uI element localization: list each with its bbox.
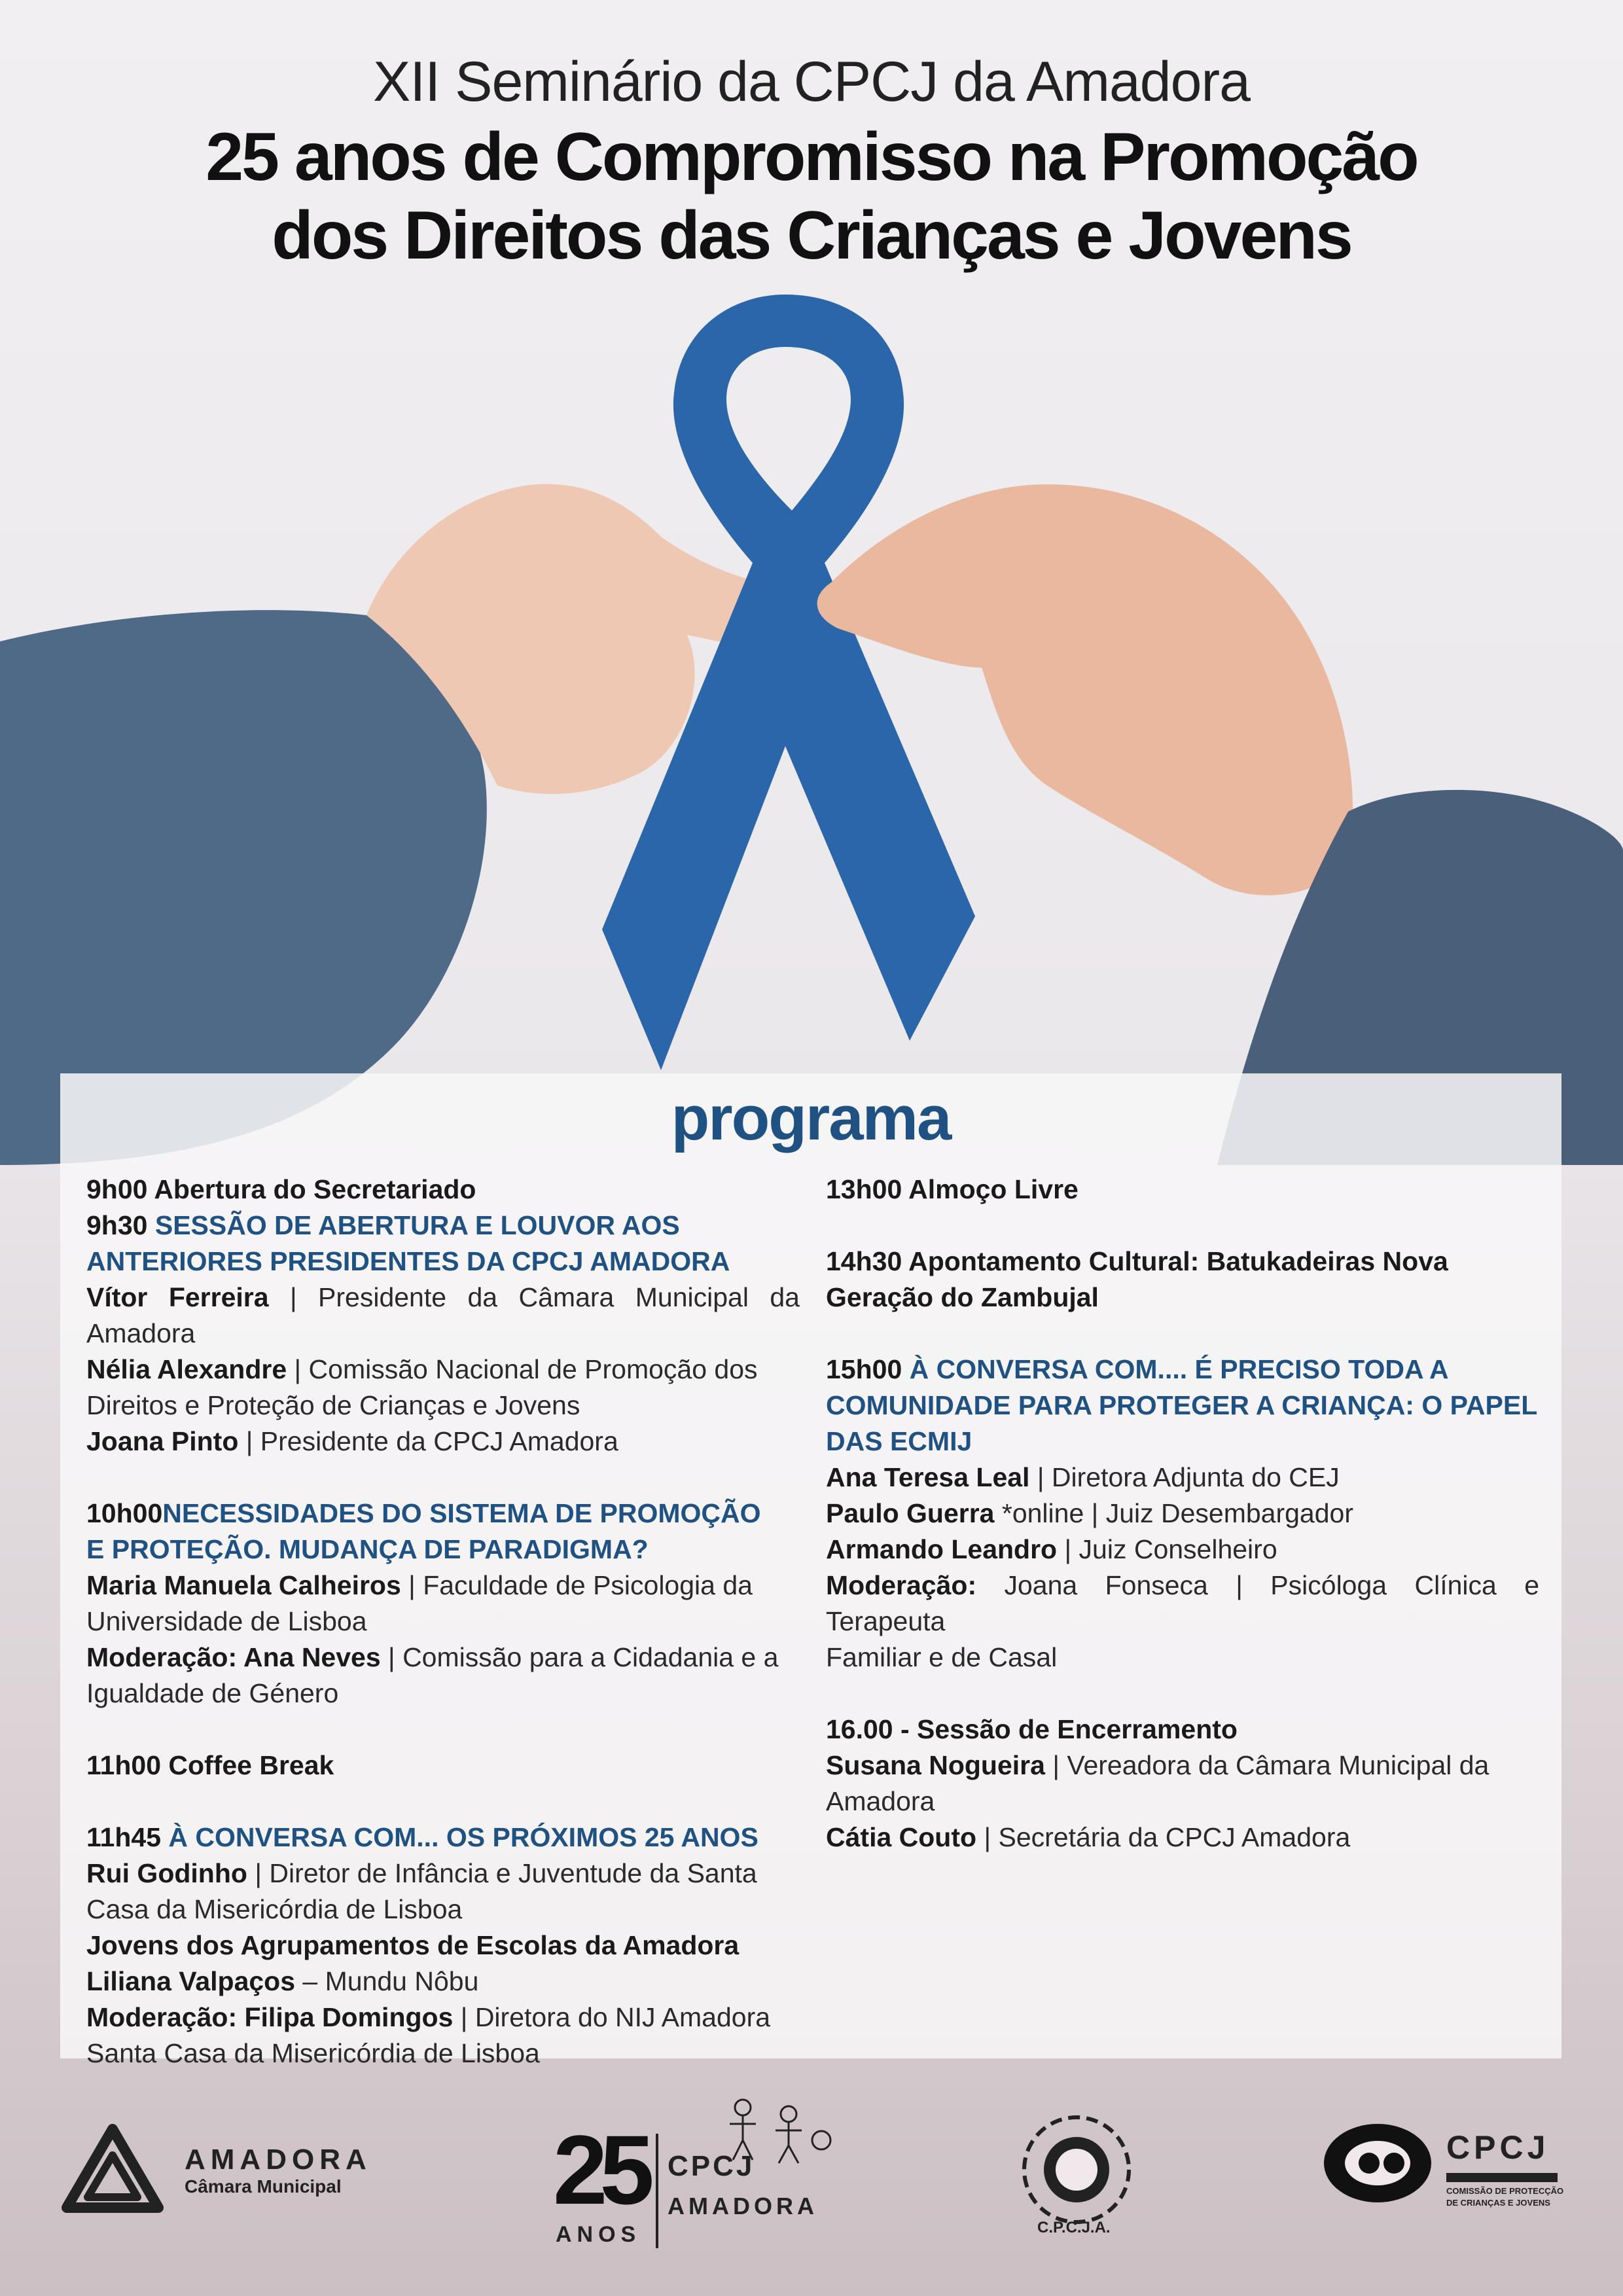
speaker-name: Rui Godinho [86,1858,247,1888]
hero-photo-hands-ribbon [0,275,1623,1165]
speaker-name: Cátia Couto [826,1822,977,1852]
agenda-item: 13h00 Almoço Livre [826,1174,1079,1204]
agenda-item: 11h00 Coffee Break [86,1750,334,1780]
program-block-cultural [826,1244,1539,1316]
cpcj-label: CPCJ [668,2150,755,2182]
speaker-name: Moderação: Filipa Domingos [86,2002,454,2032]
cpcj-eye-icon [1322,2121,1433,2206]
speaker-role: | Diretora Adjunta do CEJ [1029,1462,1340,1492]
speaker-name: Joana Pinto [86,1426,239,1456]
agenda-time: 9h30 [86,1210,148,1240]
amadora-emblem-icon [60,2124,165,2215]
speaker-name: Susana Nogueira [826,1750,1045,1780]
speaker-role: | Comissão Nacional de Promoção dos [287,1354,758,1384]
speaker-name: Ana Teresa Leal [826,1462,1030,1492]
amadora-subtitle: Câmara Municipal [185,2176,342,2197]
program-block-ecmij [826,1352,1539,1676]
session-title: ANTERIORES PRESIDENTES DA CPCJ AMADORA [86,1246,730,1276]
header [0,46,1623,275]
event-supertitle: XII Seminário da CPCJ da Amadora [373,50,1250,113]
speaker-role: Santa Casa da Misericórdia de Lisboa [86,2038,540,2068]
program-heading: programa [671,1083,951,1153]
speaker-name: Liliana Valpaços [86,1966,296,1996]
speaker-role: *online | Juiz Desembargador [994,1498,1353,1528]
amadora-wordmark: AMADORA [185,2144,372,2176]
agenda-time: 10h00 [86,1498,163,1528]
session-title: NECESSIDADES DO SISTEMA DE PROMOÇÃO [162,1498,761,1528]
program-block-opening [86,1172,800,1460]
program-block-coffee [86,1748,800,1784]
cpcj-logo-subtitle-2: DE CRIANÇAS E JOVENS [1446,2198,1550,2208]
session-title: E PROTEÇÃO. MUDANÇA DE PARADIGMA? [86,1534,649,1564]
session-title: À CONVERSA COM... OS PRÓXIMOS 25 ANOS [168,1822,758,1852]
amadora-label: AMADORA [668,2193,818,2219]
speaker-name: Moderação: Ana Neves [86,1642,381,1672]
event-title-line2: dos Direitos das Crianças e Jovens [272,198,1351,274]
program-block-necessidades [86,1496,800,1712]
speaker-name: Nélia Alexandre [86,1354,287,1384]
program-block-lunch [826,1172,1539,1208]
agenda-time: 11h45 [86,1822,161,1852]
speaker-name: Jovens dos Agrupamentos de Escolas da Amadora [86,1930,740,1960]
logo-cpcj-comissao [1322,2121,1571,2251]
agenda-item: Geração do Zambujal [826,1282,1099,1312]
speaker-role: Igualdade de Género [86,1678,339,1708]
speaker-role: Amadora [826,1786,935,1816]
anniversary-number: 25 [553,2115,647,2225]
children-drawing-icon [717,2094,834,2166]
speaker-name: Paulo Guerra [826,1498,995,1528]
cpcj-logo-text: CPCJ [1446,2129,1550,2166]
cpcj-logo-bar [1446,2173,1558,2182]
speaker-role: – Mundu Nôbu [295,1966,479,1996]
divider [656,2134,658,2248]
speaker-role: | Diretor de Infância e Juventude da Santa [247,1858,757,1888]
agenda-item: 14h30 Apontamento Cultural: Batukadeiras Nova [826,1246,1448,1276]
speaker-role: | Faculdade de Psicologia da [401,1570,753,1600]
footer-logos [0,2094,1623,2265]
speaker-role: | Presidente da CPCJ Amadora [238,1426,618,1456]
session-title: SESSÃO DE ABERTURA E LOUVOR AOS [154,1210,680,1240]
cpcja-label: C.P.C.J.A. [1037,2219,1111,2236]
agenda-item: 9h00 Abertura do Secretariado [86,1174,476,1204]
agenda-item: 16.00 - Sessão de Encerramento [826,1714,1238,1744]
agenda-time: 15h00 [826,1354,902,1384]
speaker-role: | Presidente da Câmara Municipal da Amadora [86,1282,800,1348]
speaker-role: Familiar e de Casal [826,1642,1058,1672]
speaker-role: | Diretora do NIJ Amadora [453,2002,771,2032]
program-block-proximos [86,1820,800,2072]
speaker-role: Direitos e Proteção de Crianças e Jovens [86,1390,580,1420]
session-title: COMUNIDADE PARA PROTEGER A CRIANÇA: O PAPEL [826,1390,1538,1420]
speaker-name: Vítor Ferreira [86,1282,269,1312]
speaker-role: | Vereadora da Câmara Municipal da [1044,1750,1489,1780]
speaker-role: Joana Fonseca | Psicóloga Clínica e Terapeuta [826,1570,1539,1636]
speaker-role: | Juiz Conselheiro [1057,1534,1277,1564]
event-title-line1: 25 anos de Compromisso na Promoção [205,119,1418,195]
anniversary-label: ANOS [556,2222,641,2247]
speaker-role: Casa da Misericórdia de Lisboa [86,1894,463,1924]
speaker-role: | Secretária da CPCJ Amadora [976,1822,1351,1852]
cpcja-circle-icon [1011,2108,1142,2232]
logo-camara-amadora [60,2124,372,2219]
speaker-name: Moderação: [826,1570,977,1600]
logo-cpcja [1011,2108,1142,2251]
cpcj-logo-subtitle-1: COMISSÃO DE PROTECÇÃO [1446,2186,1564,2196]
session-title: DAS ECMIJ [826,1426,972,1456]
speaker-role: | Comissão para a Cidadania e a [380,1642,779,1672]
session-title: À CONVERSA COM.... É PRECISO TODA A [909,1354,1449,1384]
speaker-name: Maria Manuela Calheiros [86,1570,401,1600]
program-block-closing [826,1712,1539,1856]
speaker-role: Universidade de Lisboa [86,1606,367,1636]
speaker-name: Armando Leandro [826,1534,1058,1564]
program-column-right [826,1172,1539,1892]
program-column-left [86,1172,800,2108]
logo-25-anos-cpcj [553,2094,841,2258]
program-panel [60,1073,1561,2068]
